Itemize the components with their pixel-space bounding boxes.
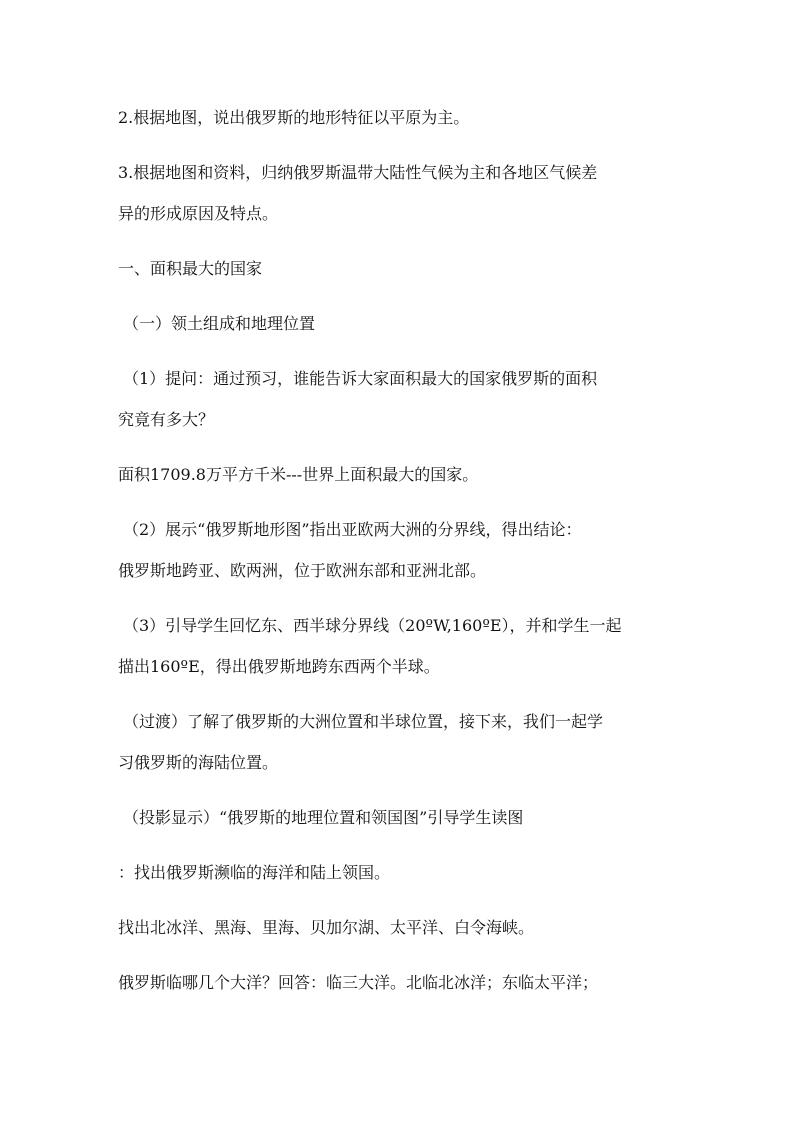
transition-line-1: （过渡）了解了俄罗斯的大洲位置和半球位置，接下来，我们一起学: [123, 712, 604, 731]
paragraph-1-line-1: （1）提问：通过预习，谁能告诉大家面积最大的国家俄罗斯的面积: [123, 369, 598, 388]
objective-2: 2.根据地图，说出俄罗斯的地形特征以平原为主。: [118, 108, 470, 127]
location-list: 找出北冰洋、黑海、里海、贝加尔湖、太平洋、白令海峡。: [118, 918, 535, 937]
section-heading: 一、面积最大的国家: [118, 259, 263, 278]
paragraph-3-line-2: 描出160ºE，得出俄罗斯地跨东西两个半球。: [118, 657, 440, 676]
transition-line-2: 习俄罗斯的海陆位置。: [118, 753, 279, 772]
objective-3-line-2: 异的形成原因及特点。: [118, 204, 279, 223]
ocean-question: 俄罗斯临哪几个大洋？回答：临三大洋。北临北冰洋；东临太平洋；: [118, 973, 599, 992]
paragraph-2-line-1: （2）展示“俄罗斯地形图”指出亚欧两大洲的分界线，得出结论：: [123, 520, 582, 539]
paragraph-1-line-2: 究竟有多大？: [118, 410, 215, 429]
subsection-heading: （一）领土组成和地理位置: [123, 314, 316, 333]
area-fact: 面积1709.8万平方千米---世界上面积最大的国家。: [118, 465, 479, 484]
paragraph-3-line-1: （3）引导学生回忆东、西半球分界线（20ºW,160ºE），并和学生一起: [123, 616, 622, 635]
projection-line: （投影显示）“俄罗斯的地理位置和领国图”引导学生读图: [123, 808, 524, 827]
objective-3-line-1: 3.根据地图和资料，归纳俄罗斯温带大陆性气候为主和各地区气候差: [118, 163, 598, 182]
reading-task: ：找出俄罗斯濒临的海洋和陆上领国。: [118, 863, 391, 882]
paragraph-2-line-2: 俄罗斯地跨亚、欧两洲，位于欧洲东部和亚洲北部。: [118, 561, 487, 580]
